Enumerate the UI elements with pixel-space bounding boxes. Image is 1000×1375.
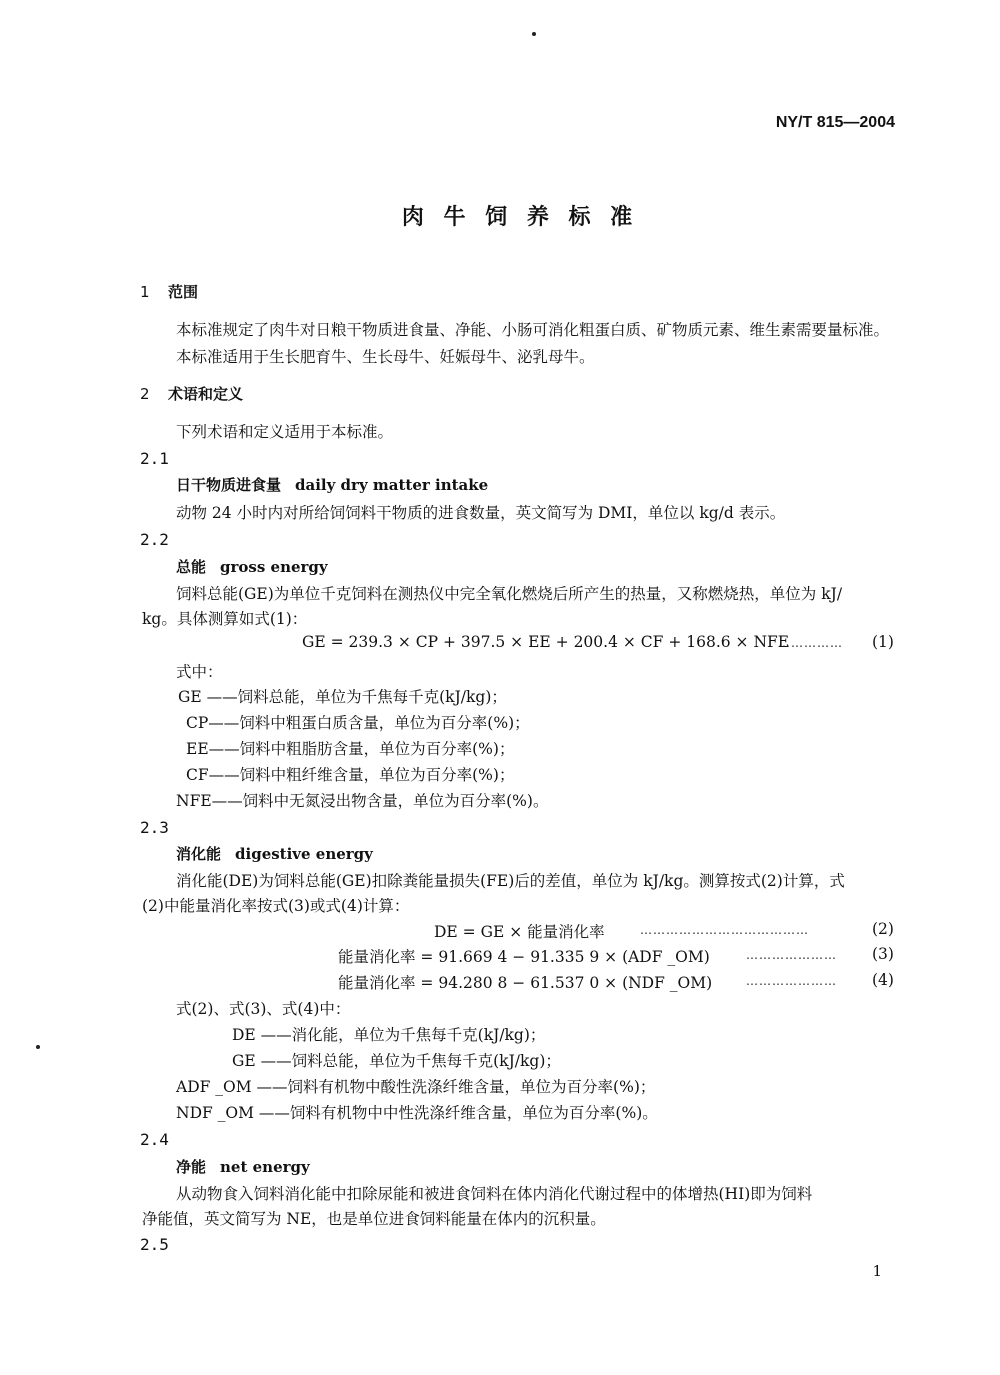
section-title: 术语和定义: [168, 385, 244, 403]
term-en: digestive energy: [235, 845, 373, 863]
paragraph-continued: kg。具体测算如式(1)：: [142, 610, 308, 628]
paragraph: 下列术语和定义适用于本标准。: [176, 423, 394, 441]
definition-line: GE ——饲料总能，单位为千焦每千克(kJ/kg)；: [178, 688, 507, 706]
formula-1: GE = 239.3 × CP + 397.5 × EE + 200.4 × CF + 168.6 × NFE: [302, 633, 790, 651]
subsection-number: 2.2: [140, 530, 169, 549]
equation-number: (4): [872, 971, 894, 989]
equation-number: (3): [872, 945, 894, 963]
section-title: 范围: [168, 283, 199, 301]
paragraph: 本标准适用于生长肥育牛、生长母牛、妊娠母牛、泌乳母牛。: [176, 348, 595, 366]
page-title: 肉 牛 饲 养 标 准: [401, 205, 639, 230]
definition-line: GE ——饲料总能，单位为千焦每千克(kJ/kg)；: [232, 1052, 561, 1070]
subsection-number: 2.3: [140, 818, 169, 837]
definition-line: EE——饲料中粗脂肪含量，单位为百分率(%)；: [186, 740, 515, 758]
where-label: 式(2)、式(3)、式(4)中：: [176, 1000, 351, 1018]
paragraph: 本标准规定了肉牛对日粮干物质进食量、净能、小肠可消化粗蛋白质、矿物质元素、维生素需要量标准。: [176, 321, 890, 339]
definition-line: DE ——消化能，单位为千焦每千克(kJ/kg)；: [232, 1026, 546, 1044]
paragraph: 饲料总能(GE)为单位千克饲料在测热仪中完全氧化燃烧后所产生的热量，又称燃烧热，单位为 kJ/: [176, 585, 843, 603]
term-heading: [176, 474, 488, 495]
section-number: 2: [140, 385, 150, 403]
term-heading: [176, 1156, 310, 1177]
where-label: 式中：: [176, 663, 223, 681]
definition-line: NDF _OM ——饲料有机物中中性洗涤纤维含量，单位为百分率(%)。: [176, 1104, 658, 1122]
paragraph-continued: 净能值，英文简写为 NE，也是单位进食饲料能量在体内的沉积量。: [142, 1210, 606, 1228]
subsection-number: 2.5: [140, 1235, 169, 1254]
formula-2: DE = GE × 能量消化率: [434, 923, 605, 941]
subsection-number: 2.4: [140, 1130, 169, 1149]
section-1-heading: [140, 281, 198, 302]
term-heading: [176, 843, 373, 864]
standard-number: NY/T 815—2004: [775, 114, 895, 131]
scan-speck: [36, 1045, 40, 1049]
definition-line: CF——饲料中粗纤维含量，单位为百分率(%)；: [186, 766, 515, 784]
equation-number: (2): [872, 920, 894, 938]
definition-line: ADF _OM ——饲料有机物中酸性洗涤纤维含量，单位为百分率(%)；: [176, 1078, 656, 1096]
equation-number: (1): [872, 633, 894, 651]
paragraph: 消化能(DE)为饲料总能(GE)扣除粪能量损失(FE)后的差值，单位为 kJ/kg。测算按式(2)计算，式: [176, 872, 845, 890]
scan-speck: [532, 32, 536, 36]
page-number: 1: [872, 1262, 882, 1280]
leader-dots: ……………: [778, 636, 843, 650]
formula-3: 能量消化率 = 91.669 4 − 91.335 9 × (ADF _OM): [338, 948, 710, 966]
formula-4: 能量消化率 = 94.280 8 − 61.537 0 × (NDF _OM): [338, 974, 713, 992]
leader-dots: …………………: [746, 974, 837, 988]
paragraph: 动物 24 小时内对所给饲饲料干物质的进食数量，英文简写为 DMI，单位以 kg/d 表示。: [176, 504, 786, 522]
section-number: 1: [140, 283, 150, 301]
term-cn: 净能: [176, 1158, 207, 1176]
term-cn: 总能: [176, 558, 207, 576]
term-heading: [176, 556, 328, 577]
paragraph-continued: (2)中能量消化率按式(3)或式(4)计算：: [142, 897, 410, 915]
term-cn: 日干物质进食量: [176, 476, 282, 494]
definition-line: CP——饲料中粗蛋白质含量，单位为百分率(%)；: [186, 714, 530, 732]
definition-line: NFE——饲料中无氮浸出物含量，单位为百分率(%)。: [176, 792, 549, 810]
section-2-heading: [140, 383, 243, 404]
term-en: net energy: [220, 1158, 310, 1176]
term-en: daily dry matter intake: [295, 476, 489, 494]
leader-dots: …………………………………: [640, 923, 809, 937]
term-cn: 消化能: [176, 845, 222, 863]
leader-dots: …………………: [746, 948, 837, 962]
subsection-number: 2.1: [140, 449, 169, 468]
term-en: gross energy: [220, 558, 328, 576]
paragraph: 从动物食入饲料消化能中扣除尿能和被进食饲料在体内消化代谢过程中的体增热(HI)即为饲料: [176, 1185, 813, 1203]
